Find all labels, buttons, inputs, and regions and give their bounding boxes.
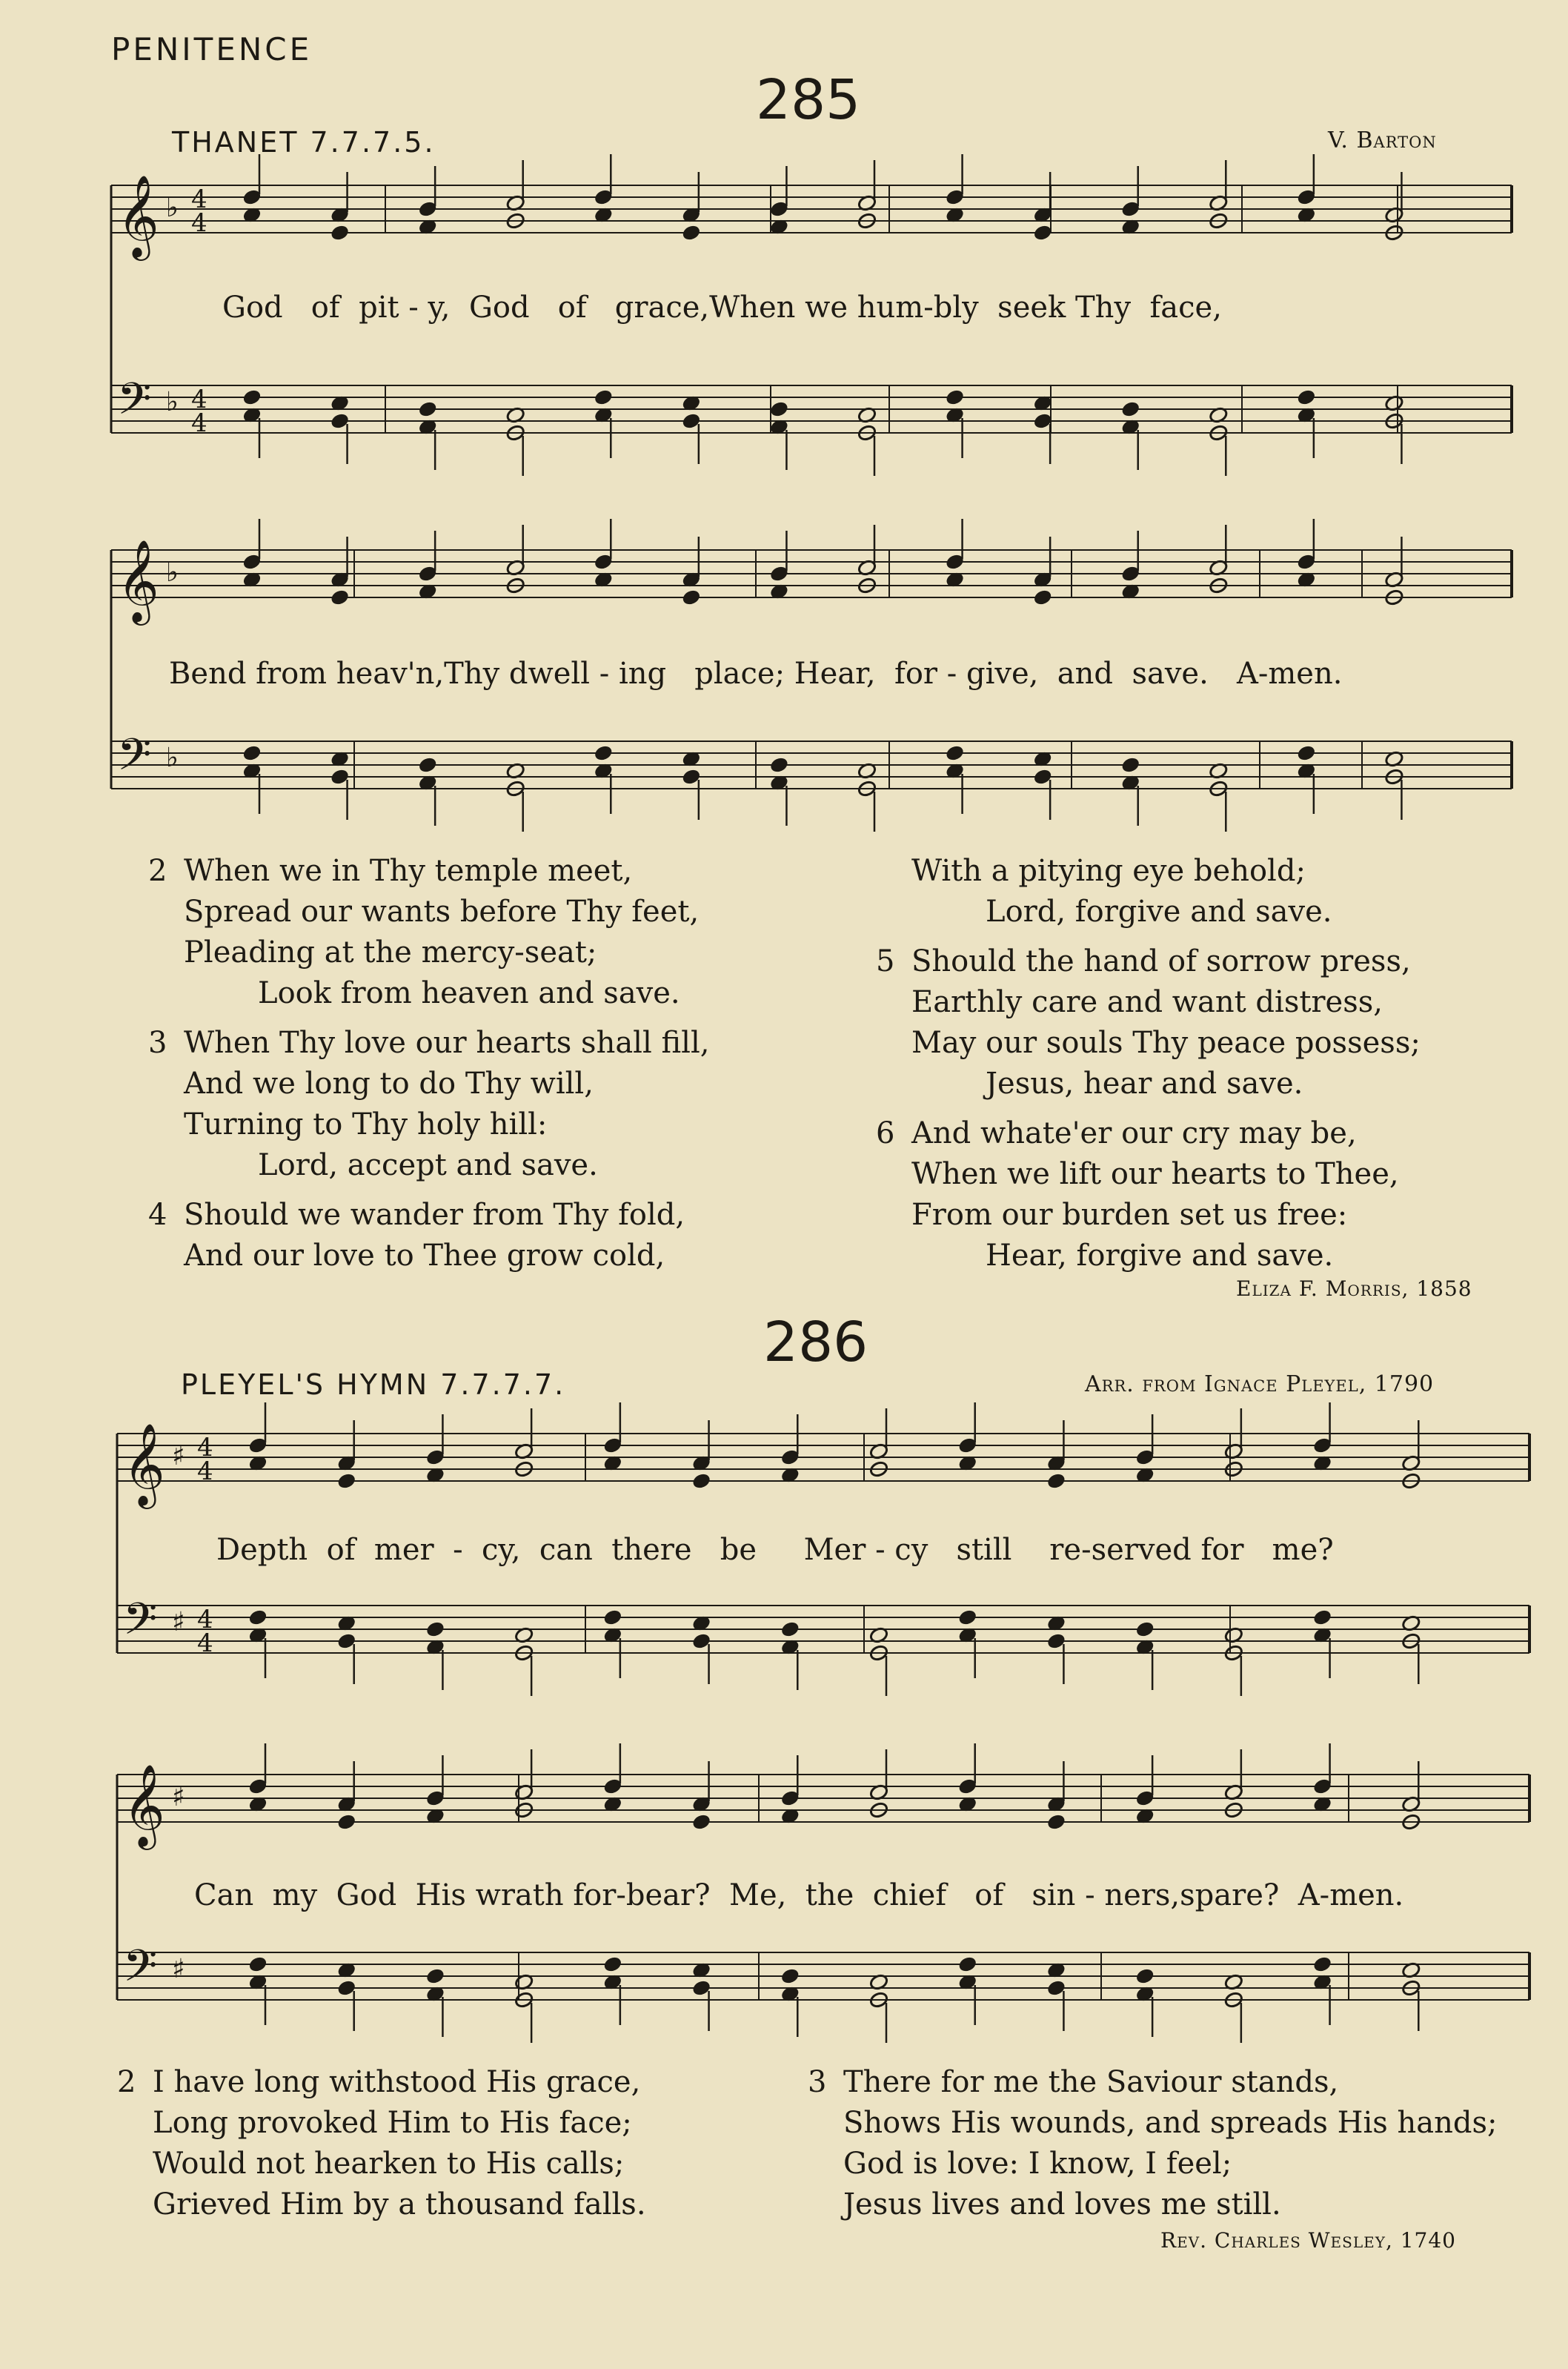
key-signature: ♯ (172, 1782, 185, 1812)
note-head (330, 224, 350, 242)
note-head (1120, 756, 1140, 774)
treble-clef: 𝄞 (123, 1422, 165, 1505)
bass-clef: 𝄢 (123, 1593, 158, 1655)
note-head (330, 589, 350, 606)
note-head (594, 744, 614, 762)
time-signature: 4 (191, 385, 207, 414)
verse-number: 3 (808, 2065, 827, 2099)
note-head (957, 1955, 977, 1973)
verse-line: Hear, forgive and save. (986, 1239, 1334, 1273)
verse-line: When we in Thy temple meet, (184, 854, 633, 888)
bass-clef: 𝄢 (117, 373, 152, 435)
note-head (418, 400, 438, 418)
lyrics-line: God of pit - y, God of grace,When we hum-bly seek Thy face, (222, 291, 1222, 325)
time-signature: 4 (191, 208, 207, 238)
verse-stanza (148, 1195, 709, 1276)
time-signature: 4 (191, 408, 207, 438)
treble-clef: 𝄞 (123, 1763, 165, 1846)
note-head (780, 1620, 800, 1638)
verse-number: 6 (876, 1116, 895, 1150)
note-head (1046, 1472, 1066, 1490)
verse-number: 5 (876, 944, 895, 978)
verse-stanza (117, 2062, 646, 2225)
note-head (682, 224, 702, 242)
note-head (957, 1608, 977, 1626)
verse-stanza (876, 851, 1421, 932)
verse-line: And we long to do Thy will, (184, 1067, 594, 1101)
verse-line: Should we wander from Thy fold, (184, 1198, 685, 1232)
lyrics-line: Can my God His wrath for-bear? Me, the chief of sin - ners,spare? A-men. (194, 1878, 1404, 1912)
verse-line: And whate'er our cry may be, (911, 1116, 1357, 1150)
note-head (603, 1608, 623, 1626)
note-head (1120, 400, 1140, 418)
verse-stanza (876, 1113, 1421, 1276)
verse-line: Lord, forgive and save. (986, 895, 1332, 929)
verse-line: Shows His wounds, and spreads His hands; (843, 2106, 1498, 2140)
verse-number: 2 (117, 2065, 136, 2099)
verse-line: Spread our wants before Thy feet, (184, 895, 700, 929)
verse-line: Pleading at the mercy-seat; (184, 935, 597, 970)
note-head (780, 1967, 800, 1985)
verse-stanza (148, 851, 709, 1014)
note-head (1297, 744, 1317, 762)
section-heading: PENITENCE (111, 31, 313, 67)
hymn-number: 285 (756, 68, 861, 132)
verse-line: Lord, accept and save. (258, 1148, 598, 1182)
note-head (425, 1620, 445, 1638)
note-head (336, 1813, 356, 1831)
treble-clef: 𝄞 (117, 174, 159, 257)
bass-clef: 𝄢 (123, 1940, 158, 2002)
verse-line: Should the hand of sorrow press, (911, 944, 1411, 978)
verse-line: Grieved Him by a thousand falls. (153, 2187, 646, 2221)
time-signature: 4 (197, 1629, 213, 1658)
verse-line: From our burden set us free: (911, 1198, 1348, 1232)
key-signature: ♯ (172, 1607, 185, 1637)
tune-name: PLEYEL'S HYMN 7.7.7.7. (181, 1368, 566, 1401)
verses-left-column (148, 851, 709, 1276)
note-head (769, 756, 789, 774)
note-head (242, 388, 262, 406)
author-attribution: Rev. Charles Wesley, 1740 (1160, 2228, 1456, 2253)
author-attribution: Eliza F. Morris, 1858 (1236, 1276, 1472, 1301)
verse-line: Jesus, hear and save. (986, 1067, 1303, 1101)
note-head (594, 388, 614, 406)
verse-stanza (876, 941, 1421, 1104)
verse-line: When Thy love our hearts shall fill, (184, 1026, 710, 1060)
verses-right-column (808, 2062, 1498, 2225)
note-head (603, 1955, 623, 1973)
time-signature: 4 (197, 1433, 213, 1462)
key-signature: ♯ (172, 1954, 185, 1984)
verse-stanza (808, 2062, 1498, 2225)
verses-right-column (876, 851, 1421, 1276)
verse-line: I have long withstood His grace, (153, 2065, 641, 2099)
note-head (691, 1472, 711, 1490)
note-head (1297, 388, 1317, 406)
key-signature: ♭ (166, 387, 179, 417)
verse-line: May our souls Thy peace possess; (911, 1026, 1421, 1060)
note-head (769, 400, 789, 418)
verse-line: When we lift our hearts to Thee, (911, 1157, 1399, 1191)
note-head (1312, 1955, 1332, 1973)
verse-stanza (148, 1023, 709, 1186)
hymn-number: 286 (763, 1311, 868, 1374)
treble-clef: 𝄞 (117, 539, 159, 622)
time-signature: 4 (197, 1457, 213, 1486)
note-head (1135, 1620, 1155, 1638)
lyrics-line: Bend from heav'n,Thy dwell - ing place; Hear, for - give, and save. A-men. (169, 657, 1343, 691)
lyrics-line: Depth of mer - cy, can there be Mer - cy still re-served for me? (216, 1533, 1334, 1567)
verse-line: Would not hearken to His calls; (153, 2147, 625, 2181)
note-head (1135, 1967, 1155, 1985)
verse-line: Earthly care and want distress, (911, 985, 1383, 1019)
time-signature: 4 (197, 1605, 213, 1634)
verse-number: 4 (148, 1198, 167, 1232)
note-head (248, 1608, 268, 1626)
note-head (248, 1955, 268, 1973)
time-signature: 4 (191, 185, 207, 214)
note-head (425, 1967, 445, 1985)
key-signature: ♯ (172, 1441, 185, 1471)
verses-left-column (117, 2062, 646, 2225)
key-signature: ♭ (166, 193, 179, 223)
verse-line: Look from heaven and save. (258, 976, 680, 1010)
key-signature: ♭ (166, 557, 179, 588)
note-head (1033, 224, 1053, 242)
note-head (682, 589, 702, 606)
bass-clef: 𝄢 (117, 729, 152, 791)
note-head (945, 744, 965, 762)
composer-credit: V. Barton (1328, 127, 1437, 153)
verse-line: Long provoked Him to His face; (153, 2106, 632, 2140)
note-head (418, 756, 438, 774)
note-head (1033, 589, 1053, 606)
verse-line: With a pitying eye behold; (911, 854, 1306, 888)
note-head (242, 744, 262, 762)
note-head (336, 1472, 356, 1490)
verse-line: Jesus lives and loves me still. (843, 2187, 1281, 2221)
note-head (1046, 1813, 1066, 1831)
tune-name: THANET 7.7.7.5. (172, 126, 436, 159)
verse-line: Turning to Thy holy hill: (184, 1107, 548, 1142)
composer-credit: Arr. from Ignace Pleyel, 1790 (1085, 1371, 1435, 1397)
key-signature: ♭ (166, 743, 179, 773)
verse-line: God is love: I know, I feel; (843, 2147, 1232, 2181)
verse-line: There for me the Saviour stands, (843, 2065, 1339, 2099)
note-head (945, 388, 965, 406)
note-head (1312, 1608, 1332, 1626)
verse-number: 3 (148, 1026, 167, 1060)
verse-line: And our love to Thee grow cold, (184, 1239, 665, 1273)
verse-number: 2 (148, 854, 167, 888)
note-head (691, 1813, 711, 1831)
